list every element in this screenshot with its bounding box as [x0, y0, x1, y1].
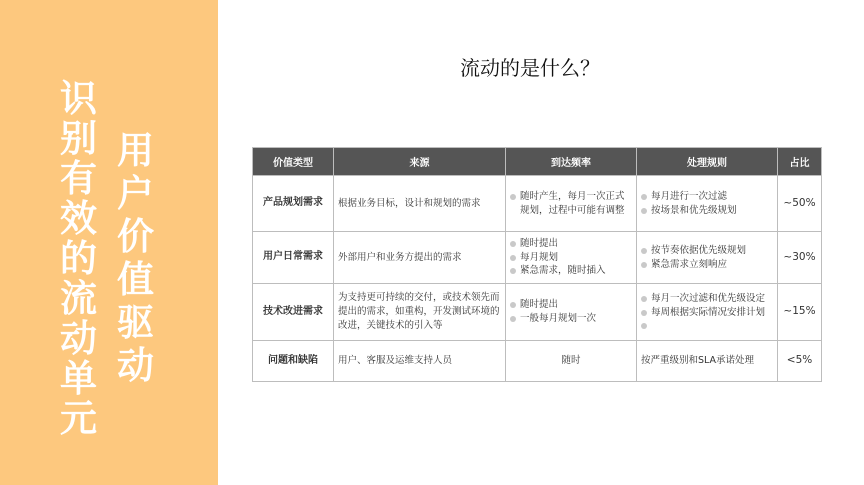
vertical-main-title: 识 别 有 效 的 流 动 单 元 — [60, 77, 97, 440]
row-type: 用户日常需求 — [253, 232, 334, 284]
vertical-sub-title: 用 户 价 值 驱 动 — [117, 129, 154, 387]
row-rules — [637, 176, 778, 232]
rule-item: 每月进行一次过滤 — [641, 190, 773, 204]
table-row — [253, 284, 822, 341]
frequency-item: 每月规划 — [510, 251, 632, 265]
row-share: ~50% — [778, 176, 822, 232]
row-type: 问题和缺陷 — [253, 341, 334, 382]
frequency-item: 一般每月规划一次 — [510, 312, 632, 326]
row-type: 产品规划需求 — [253, 176, 334, 232]
rule-item: 紧急需求立刻响应 — [641, 258, 773, 272]
header-value-type: 价值类型 — [253, 148, 334, 176]
row-rules — [637, 232, 778, 284]
row-source: 用户、客服及运维支持人员 — [334, 341, 506, 382]
frequency-item: 紧急需求，随时插入 — [510, 264, 632, 278]
row-rules — [637, 284, 778, 341]
row-source: 根据业务目标，设计和规划的需求 — [334, 176, 506, 232]
frequency-item: 随时提出 — [510, 298, 632, 312]
row-share: ~30% — [778, 232, 822, 284]
table-row — [253, 232, 822, 284]
row-frequency — [506, 176, 637, 232]
row-frequency — [506, 284, 637, 341]
table-row — [253, 176, 822, 232]
left-band — [0, 0, 218, 485]
row-type: 技术改进需求 — [253, 284, 334, 341]
frequency-item: 随时提出 — [510, 237, 632, 251]
header-rules: 处理规则 — [637, 148, 778, 176]
row-source: 为支持更可持续的交付，或技术领先而提出的需求，如重构，开发测试环境的改进，关键技术的引入等 — [334, 284, 506, 341]
rule-item — [641, 319, 773, 332]
value-types-table — [252, 147, 822, 382]
row-rules: 按严重级别和SLA承诺处理 — [637, 341, 778, 382]
rule-item: 每月一次过滤和优先级设定 — [641, 292, 773, 306]
row-source: 外部用户和业务方提出的需求 — [334, 232, 506, 284]
rule-item: 按节奏依据优先级规划 — [641, 244, 773, 258]
rule-item: 按场景和优先级规划 — [641, 204, 773, 218]
frequency-item: 随时产生，每月一次正式规划，过程中可能有调整 — [510, 190, 632, 218]
table-row — [253, 341, 822, 382]
row-frequency — [506, 232, 637, 284]
header-share: 占比 — [778, 148, 822, 176]
page-title: 流动的是什么？ — [460, 56, 600, 80]
header-source: 来源 — [334, 148, 506, 176]
rule-item: 每周根据实际情况安排计划 — [641, 306, 773, 320]
row-share: ~15% — [778, 284, 822, 341]
row-frequency: 随时 — [506, 341, 637, 382]
header-frequency: 到达频率 — [506, 148, 637, 176]
table-header-row — [253, 148, 822, 176]
row-share: <5% — [778, 341, 822, 382]
